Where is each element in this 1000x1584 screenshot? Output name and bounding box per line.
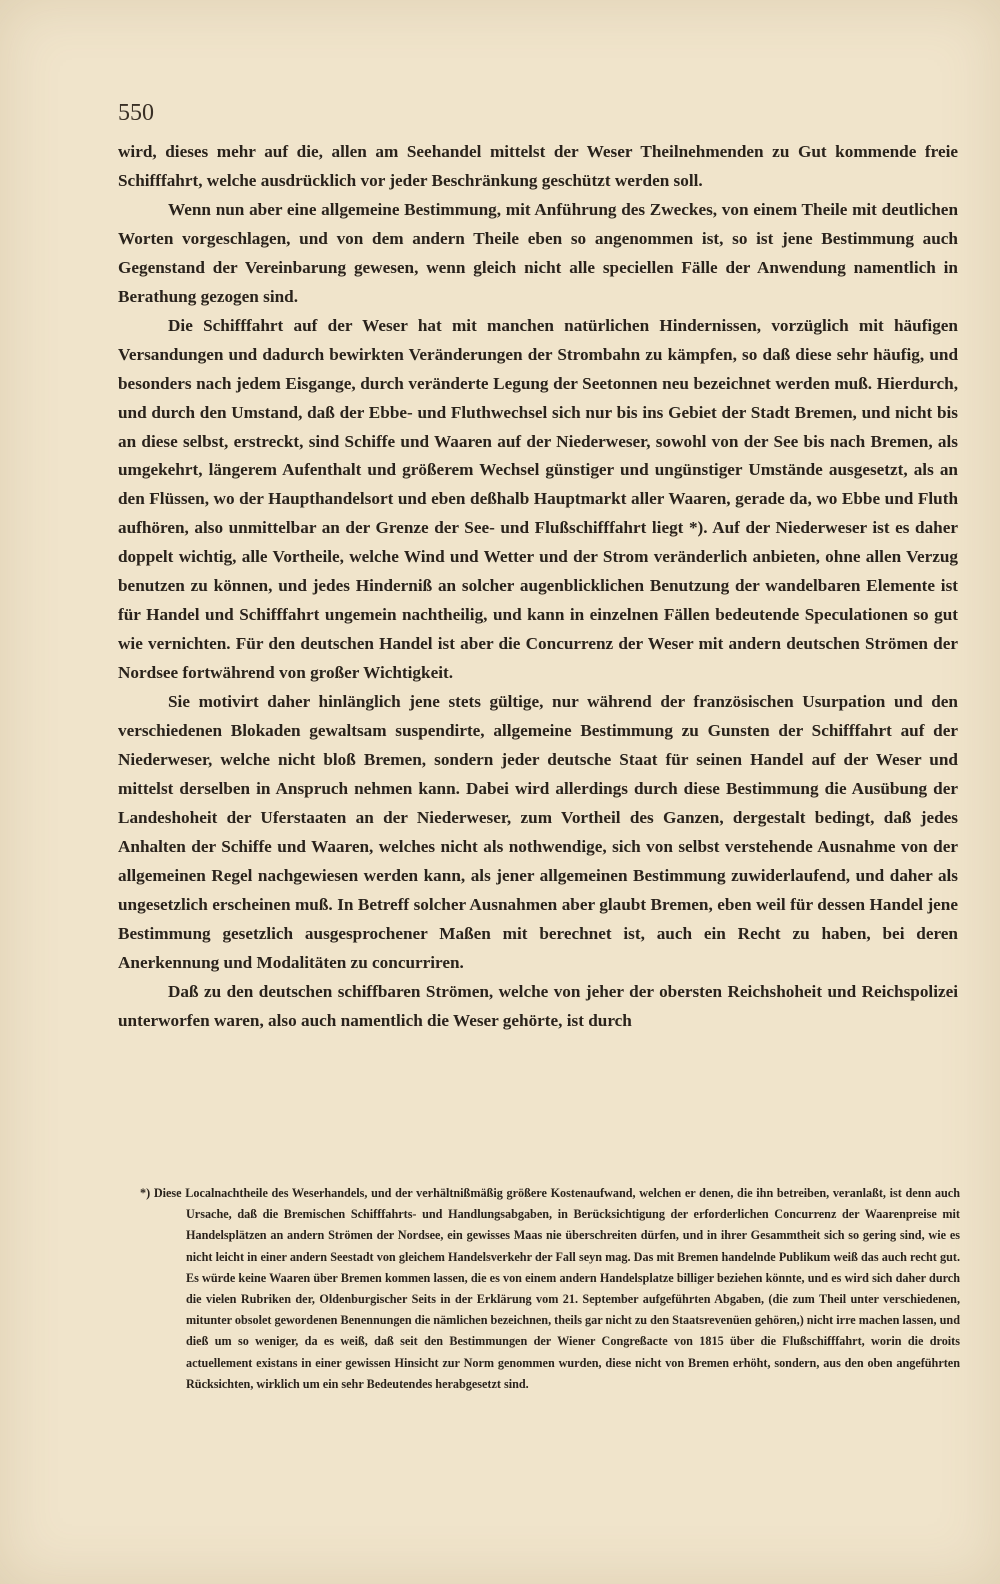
footnote-section — [140, 1183, 960, 1395]
paragraph-1: wird, dieses mehr auf die, allen am Seehandel mittelst der Weser Theilnehmenden zu Gut kommende freie Schifffahrt, welche ausdrücklich vor jeder Beschränkung geschützt werden soll. — [118, 142, 958, 190]
main-text — [118, 138, 958, 1036]
paragraph-2: Wenn nun aber eine allgemeine Bestimmung, mit Anführung des Zweckes, von einem Theile mit deutlichen Worten vorgeschlagen, und von dem andern Theile eben so angenommen ist, so ist jene Bestimmung auch Gegenstand der Vereinbarung gewesen, wenn gleich nicht alle speciellen Fälle der Anwendung namentlich in Berathung gezogen sind. — [118, 199, 958, 306]
paragraph-3: Die Schifffahrt auf der Weser hat mit manchen natürlichen Hindernissen, vorzüglich mit häufigen Versandungen und dadurch bewirkten Veränderungen der Strombahn zu kämpfen, so daß diese sehr häufig, und besonders nach jedem Eisgange, durch veränderte Legung der Seetonnen neu bezeichnet werden muß. Hierdurch, und durch den Umstand, daß der Ebbe- und Fluthwechsel sich nur bis ins Gebiet der Stadt Bremen, und nicht bis an diese selbst, erstreckt, sind Schiffe und Waaren auf der Niederweser, sowohl von der See bis nach Bremen, als umgekehrt, längerem Aufenthalt und größerem Wechsel günstiger und ungünstiger Umstände ausgesetzt, als an den Flüssen, wo der Haupthandelsort und eben deßhalb Hauptmarkt aller Waaren, gerade da, wo Ebbe und Fluth aufhören, also unmittelbar an der Grenze der See- und Flußschifffahrt liegt *). Auf der Niederweser ist es daher doppelt wichtig, alle Vortheile, welche Wind und Wetter und der Strom veränderlich anbieten, ohne allen Verzug benutzen zu können, und jedes Hinderniß an solcher augenblicklichen Benutzung der wandelbaren Elemente ist für Handel und Schifffahrt ungemein nachtheilig, und kann in einzelnen Fällen bedeutende Speculationen so gut wie vernichten. Für den deutschen Handel ist aber die Concurrenz der Weser mit andern deutschen Strömen der Nordsee fortwährend von großer Wichtigkeit. — [118, 315, 958, 683]
paragraph-5: Daß zu den deutschen schiffbaren Strömen, welche von jeher der obersten Reichshoheit und Reichspolizei unterworfen waren, also auch namentlich die Weser gehörte, ist durch — [118, 981, 958, 1030]
footnote: *) Diese Localnachtheile des Weserhandels, und der verhältnißmäßig größere Kostenaufwand, welchen er denen, die ihn betreiben, veranlaßt, ist denn auch Ursache, daß die Bremischen Schifffahrts- und Handlungsabgaben, in Berücksichtigung der erforderlichen Concurrenz der Waarenpreise mit Handelsplätzen an andern Strömen der Nordsee, ein gewisses Maas nie überschreiten dürfen, und in ihrer Gesammtheit sich so gering sind, wie es nicht leicht in einer andern Seestadt von gleichem Handelsverkehr der Fall seyn mag. Das mit Bremen handelnde Publikum weiß das auch recht gut. Es würde keine Waaren über Bremen kommen lassen, die es von einem andern Handelsplatze billiger beziehen könnte, und es wird sich daher durch die vielen Rubriken der, Oldenburgischer Seits in der Erklärung vom 21. September aufgeführten Abgaben, (die zum Theil unter verschiedenen, mitunter obsolet gewordenen Benennungen die nämlichen bezeichnen, theils gar nicht zu den Staatsrevenüen gehören,) nicht irre machen lassen, und dieß um so weniger, da es weiß, daß seit den Bestimmungen der Wiener Congreßacte von 1815 über die Flußschifffahrt, worin die droits actuellement existans in einer gewissen Hinsicht zur Norm genommen wurden, diese nicht von Bremen erhöht, sondern, aus den oben angeführten Rücksichten, wirklich um ein sehr Bedeutendes herabgesetzt sind. — [140, 1186, 960, 1391]
paragraph-4: Sie motivirt daher hinlänglich jene stets gültige, nur während der französischen Usurpation und den verschiedenen Blokaden gewaltsam suspendirte, allgemeine Bestimmung zu Gunsten der Schifffahrt auf der Niederweser, welche nicht bloß Bremen, sondern jeder deutsche Staat für seinen Handel auf der Weser und mittelst derselben in Anspruch nehmen kann. Dabei wird allerdings durch diese Bestimmung die Ausübung der Landeshoheit der Uferstaaten an der Niederweser, zum Vortheil des Ganzen, dergestalt bedingt, daß jedes Anhalten der Schiffe und Waaren, welches nicht als nothwendige, sich von selbst verstehende Ausnahme von der allgemeinen Regel nachgewiesen werden kann, als jener allgemeinen Bestimmung zuwiderlaufend, und daher als ungesetzlich erscheinen muß. In Betreff solcher Ausnahmen aber glaubt Bremen, eben weil für dessen Handel jene Bestimmung gesetzlich ausgesprochener Maßen mit berechnet ist, auch ein Recht zu haben, bei deren Anerkennung und Modalitäten zu concurriren. — [118, 692, 958, 972]
page-number: 550 — [118, 100, 154, 126]
